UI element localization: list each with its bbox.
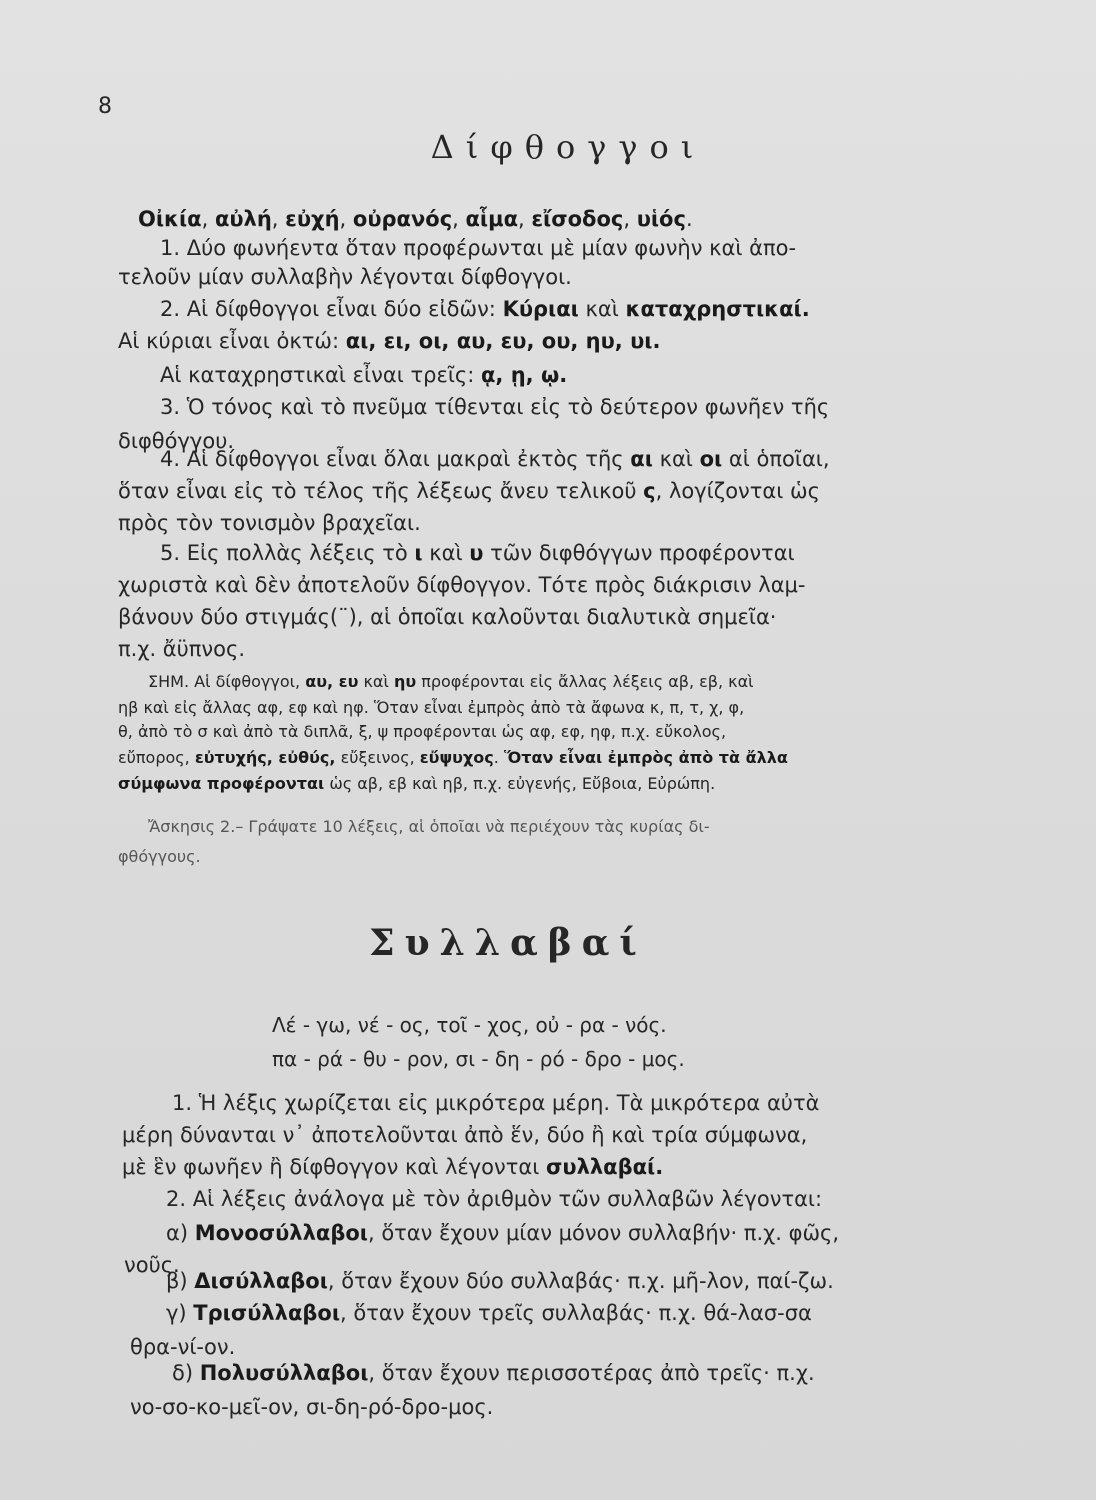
text-run: , ὅταν ἔχουν μίαν μόνον συλλαβήν· π.χ. φῶς, bbox=[367, 1221, 840, 1245]
note-line bbox=[118, 748, 788, 768]
text-line bbox=[166, 1220, 839, 1246]
section-title-syllables: Συλλαβαί bbox=[369, 922, 647, 964]
text-run: , bbox=[201, 207, 215, 231]
exercise-line bbox=[118, 844, 201, 870]
text-run: Αἱ κύριαι εἶναι ὀκτώ: bbox=[118, 329, 346, 353]
text-run: πα - ρά - θυ - ρον, σι - δη - ρό - δρο - μος. bbox=[272, 1047, 685, 1071]
text-line bbox=[172, 1090, 819, 1116]
note-line bbox=[148, 672, 754, 692]
text-run: , ὅταν ἔχουν περισσοτέρας ἀπὸ τρεῖς· π.χ. bbox=[368, 1361, 815, 1385]
text-run: ὅταν εἶναι εἰς τὸ τέλος τῆς λέξεως ἄνευ τελικοῦ bbox=[118, 479, 644, 503]
bold-text: ηυ bbox=[393, 672, 417, 691]
bold-text: ς bbox=[643, 479, 656, 503]
bold-text: Μονοσύλλαβοι bbox=[194, 1221, 368, 1245]
text-run: δ) bbox=[172, 1361, 200, 1385]
text-run: θρα-νί-ον. bbox=[130, 1335, 236, 1359]
text-line bbox=[118, 478, 820, 504]
text-run: 4. Αἱ δίφθογγοι εἶναι ὅλαι μακραὶ ἐκτὸς τῆς bbox=[160, 447, 631, 471]
text-run: εὔπορος, bbox=[118, 748, 195, 767]
text-run: ΣΗΜ. Αἱ δίφθογγοι, bbox=[148, 672, 306, 691]
bold-text: οι bbox=[699, 447, 723, 471]
bold-text: εὐτυχής, εὐθύς, bbox=[194, 748, 336, 767]
text-line bbox=[130, 1334, 235, 1360]
text-run: , bbox=[271, 207, 286, 231]
text-run: εὔξεινος, bbox=[335, 748, 420, 767]
text-run: πρὸς τὸν τονισμὸν βραχεῖαι. bbox=[118, 511, 421, 535]
text-run: , λογίζονται ὡς bbox=[655, 479, 820, 503]
text-line bbox=[122, 1122, 807, 1148]
note-line bbox=[118, 774, 715, 794]
bold-text: οὐρανός bbox=[352, 207, 453, 231]
exercise-line bbox=[148, 814, 710, 840]
bold-text: Δισύλλαβοι bbox=[194, 1269, 328, 1293]
text-line bbox=[118, 572, 805, 598]
text-run: 3. Ὁ τόνος καὶ τὸ πνεῦμα τίθενται εἰς τὸ δεύτερον φωνῆεν τῆς bbox=[160, 395, 830, 419]
text-run: , bbox=[339, 207, 353, 231]
text-line bbox=[166, 1300, 812, 1326]
text-run: Ἄσκησις 2.– Γράψατε 10 λέξεις, αἱ ὁποῖαι νὰ περιέχουν τὰς κυρίας δι- bbox=[148, 817, 710, 836]
text-run: Αἱ καταχρηστικαὶ εἶναι τρεῖς: bbox=[160, 363, 481, 387]
text-run: , ὅταν ἔχουν τρεῖς συλλαβάς· π.χ. θά-λασ-σα bbox=[340, 1301, 812, 1325]
bold-text: υἱός bbox=[636, 207, 686, 231]
text-run: 2. Αἱ δίφθογγοι εἶναι δύο εἰδῶν: bbox=[160, 297, 503, 321]
bold-text: Πολυσύλλαβοι bbox=[199, 1361, 369, 1385]
text-run: νοῦς. bbox=[124, 1253, 180, 1277]
note-line bbox=[118, 722, 726, 742]
text-run: μὲ ἓν φωνῆεν ἢ δίφθογγον καὶ λέγονται bbox=[122, 1155, 547, 1179]
text-run: νο-σο-κο-μεῖ-ον, σι-δη-ρό-δρο-μος. bbox=[130, 1395, 494, 1419]
text-run: . bbox=[685, 207, 693, 231]
example-line bbox=[272, 1046, 685, 1072]
text-line bbox=[130, 1394, 493, 1420]
text-run: , ὅταν ἔχουν δύο συλλαβάς· π.χ. μῆ-λον, παί-ζω. bbox=[327, 1269, 834, 1293]
example-line bbox=[272, 1012, 667, 1038]
text-run: . bbox=[493, 748, 504, 767]
page-number: 8 bbox=[98, 94, 112, 119]
bold-text: αυ, ευ bbox=[305, 672, 359, 691]
bold-text: σύμφωνα προφέρονται bbox=[118, 774, 325, 793]
note-line bbox=[118, 698, 744, 718]
text-run: προφέρονται εἰς ἄλλας λέξεις αβ, εβ, καὶ bbox=[416, 672, 754, 691]
bold-text: καταχρηστικαί. bbox=[625, 297, 810, 321]
text-line bbox=[160, 235, 796, 261]
text-line bbox=[160, 394, 829, 420]
bold-text: εὔψυχος bbox=[419, 748, 494, 767]
text-run: ὡς αβ, εβ καὶ ηβ, π.χ. εὐγενής, Εὔβοια, Εὐρώπη. bbox=[324, 774, 716, 793]
text-line bbox=[160, 362, 567, 388]
bold-text: αι bbox=[630, 447, 653, 471]
text-line bbox=[160, 446, 830, 472]
text-run: μέρη δύνανται ν᾿ ἀποτελοῦνται ἀπὸ ἕν, δύο ἢ καὶ τρία σύμφωνα, bbox=[122, 1123, 808, 1147]
text-run: τελοῦν μίαν συλλαβὴν λέγονται δίφθογγοι. bbox=[118, 265, 572, 289]
bold-text: εἴσοδος bbox=[531, 207, 624, 231]
text-run: διφθόγγου. bbox=[118, 429, 235, 453]
text-run: ηβ καὶ εἰς ἄλλας αφ, εφ καὶ ηφ. Ὅταν εἶναι ἐμπρὸς ἀπὸ τὰ ἄφωνα κ, π, τ, χ, φ, bbox=[118, 698, 745, 717]
text-run: καὶ bbox=[578, 297, 626, 321]
text-run: , bbox=[623, 207, 637, 231]
text-run: π.χ. ἄϋπνος. bbox=[118, 637, 246, 661]
bold-text: αἷμα bbox=[465, 207, 518, 231]
section-title-diphthongs: Δίφθογγοι bbox=[430, 128, 706, 166]
text-run: α) bbox=[166, 1221, 195, 1245]
text-run: τῶν διφθόγγων προφέρονται bbox=[483, 541, 795, 565]
text-run: , bbox=[452, 207, 466, 231]
bold-text: ᾳ, ῃ, ῳ. bbox=[481, 363, 568, 387]
text-line bbox=[122, 1154, 663, 1180]
text-run: καὶ bbox=[422, 541, 470, 565]
bold-text: αὐλή bbox=[214, 207, 272, 231]
text-line bbox=[118, 604, 776, 630]
bold-text: ι bbox=[414, 541, 423, 565]
text-run: 2. Αἱ λέξεις ἀνάλογα μὲ τὸν ἀριθμὸν τῶν συλλαβῶν λέγονται: bbox=[166, 1187, 823, 1211]
bold-text: αι, ει, οι, αυ, ευ, ου, ηυ, υι. bbox=[345, 329, 661, 353]
bold-text: εὐχή bbox=[285, 207, 340, 231]
bold-text: Τρισύλλαβοι bbox=[193, 1301, 341, 1325]
text-run: φθόγγους. bbox=[118, 847, 201, 866]
bold-text: Κύριαι bbox=[502, 297, 579, 321]
text-line bbox=[118, 264, 572, 290]
text-run: 1. Ἡ λέξις χωρίζεται εἰς μικρότερα μέρη. Τὰ μικρότερα αὐτὰ bbox=[172, 1091, 820, 1115]
text-run: 1. Δύο φωνήεντα ὅταν προφέρωνται μὲ μίαν φωνὴν καὶ ἀπο- bbox=[160, 236, 797, 260]
text-run: βάνουν δύο στιγμάς(¨), αἱ ὁποῖαι καλοῦνται διαλυτικὰ σημεῖα· bbox=[118, 605, 777, 629]
bold-text: υ bbox=[469, 541, 484, 565]
bold-text: Οἰκία bbox=[138, 207, 202, 231]
text-run: 5. Εἰς πολλὰς λέξεις τὸ bbox=[160, 541, 415, 565]
text-run: καὶ bbox=[652, 447, 700, 471]
text-run: Λέ - γω, νέ - ος, τοῖ - χος, οὐ - ρα - νός. bbox=[272, 1013, 667, 1037]
text-line bbox=[118, 328, 660, 354]
text-run: θ, ἀπὸ τὸ σ καὶ ἀπὸ τὰ διπλᾶ, ξ, ψ προφέρονται ὡς αφ, εφ, ηφ, π.χ. εὔκολος, bbox=[118, 722, 727, 741]
text-line bbox=[160, 296, 810, 322]
text-line bbox=[160, 540, 795, 566]
text-line bbox=[118, 636, 245, 662]
text-line bbox=[172, 1360, 815, 1386]
text-run: αἱ ὁποῖαι, bbox=[722, 447, 830, 471]
text-run: β) bbox=[166, 1269, 195, 1293]
text-run: χωριστὰ καὶ δὲν ἀποτελοῦν δίφθογγον. Τότε πρὸς διάκρισιν λαμ- bbox=[118, 573, 806, 597]
text-line bbox=[118, 510, 421, 536]
text-run: γ) bbox=[166, 1301, 194, 1325]
text-line bbox=[138, 206, 693, 232]
text-run: καὶ bbox=[358, 672, 394, 691]
text-line bbox=[166, 1186, 822, 1212]
bold-text: συλλαβαί. bbox=[546, 1155, 664, 1179]
text-line bbox=[166, 1268, 834, 1294]
text-run: , bbox=[518, 207, 532, 231]
bold-text: Ὅταν εἶναι ἐμπρὸς ἀπὸ τὰ ἄλλα bbox=[503, 748, 788, 767]
